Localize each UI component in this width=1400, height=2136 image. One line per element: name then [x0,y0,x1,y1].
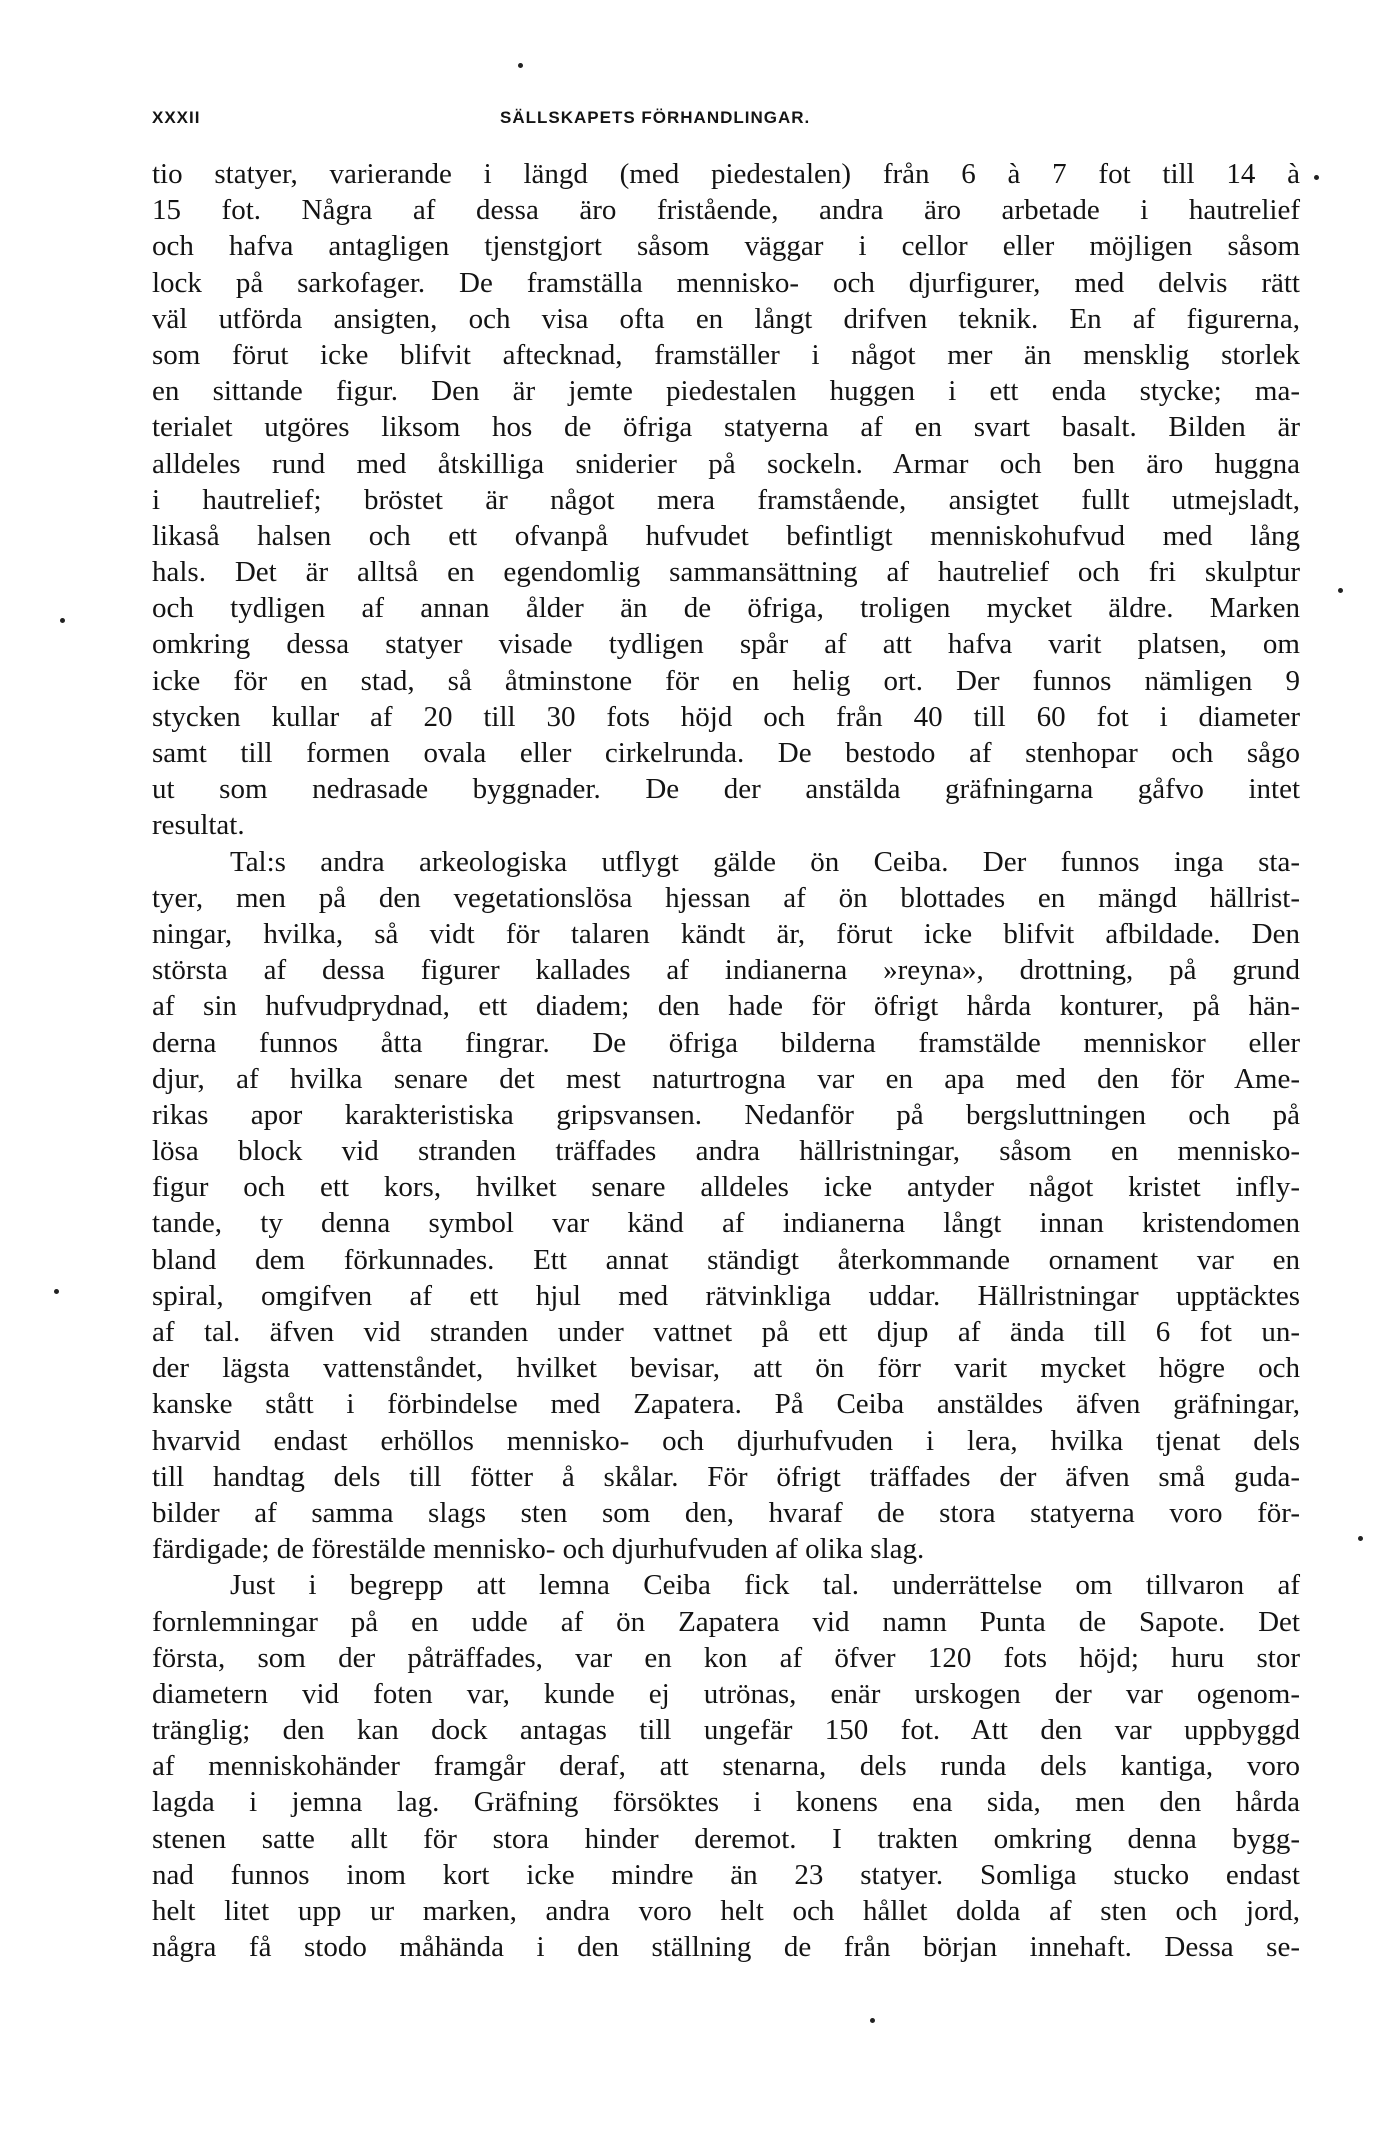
text-line: första, som der påträffades, var en kon af öfver 120 fots höjd; huru stor [152,1641,1300,1674]
text-line: icke för en stad, så åtminstone för en helig ort. Der funnos nämligen 9 [152,664,1300,697]
page-header [152,108,1300,138]
text-line: derna funnos åtta fingrar. De öfriga bilderna framstälde menniskor eller [152,1026,1300,1059]
text-line: och tydligen af annan ålder än de öfriga, troligen mycket äldre. Marken [152,592,1300,625]
scan-speck [518,63,523,68]
text-line: af menniskohänder framgår deraf, att stenarna, dels runda dels kantiga, voro [152,1750,1300,1783]
text-line: spiral, omgifven af ett hjul med rätvinkliga uddar. Hällristningar upptäcktes [152,1279,1300,1312]
text-line: diametern vid foten var, kunde ej utrönas, enär urskogen der var ogenom- [152,1677,1300,1710]
text-line: som förut icke blifvit aftecknad, framställer i något mer än mensklig storlek [152,338,1300,371]
body-text [152,156,1300,1965]
scan-speck [1358,1536,1363,1541]
text-line: 15 fot. Några af dessa äro fristående, andra äro arbetade i hautrelief [152,194,1300,227]
text-line: lösa block vid stranden träffades andra hällristningar, såsom en mennisko- [152,1135,1300,1168]
text-line: stenen satte allt för stora hinder deremot. I trakten omkring denna bygg- [152,1822,1300,1855]
text-line: omkring dessa statyer visade tydligen spår af att hafva varit platsen, om [152,628,1300,661]
text-line: tyer, men på den vegetationslösa hjessan af ön blottades en mängd hällrist- [152,881,1300,914]
scan-speck [870,2018,875,2023]
text-line: figur och ett kors, hvilket senare alldeles icke antyder något kristet infly- [152,1171,1300,1204]
text-line: ut som nedrasade byggnader. De der anstälda gräfningarna gåfvo intet [152,773,1300,806]
scan-speck [1314,175,1319,180]
text-line: rikas apor karakteristiska gripsvansen. Nedanför på bergsluttningen och på [152,1098,1300,1131]
text-line: lagda i jemna lag. Gräfning försöktes i konens ena sida, men den hårda [152,1786,1300,1819]
text-line: hvarvid endast erhöllos mennisko- och djurhufvuden i lera, hvilka tjenat dels [152,1424,1300,1457]
text-line: samt till formen ovala eller cirkelrunda. De bestodo af stenhopar och sågo [152,737,1300,769]
text-line: tio statyer, varierande i längd (med piedestalen) från 6 à 7 fot till 14 à [152,158,1300,190]
text-line: färdigade; de förestälde mennisko- och djurhufvuden af olika slag. [152,1533,925,1566]
text-line: en sittande figur. Den är jemte piedestalen huggen i ett enda stycke; ma- [152,375,1300,408]
text-line: väl utförda ansigten, och visa ofta en långt drifven teknik. En af figurerna, [152,302,1300,335]
running-title: SÄLLSKAPETS FÖRHANDLINGAR. [500,108,811,127]
text-line: i hautrelief; bröstet är något mera framstående, ansigtet fullt utmejsladt, [152,483,1300,516]
text-line: tränglig; den kan dock antagas till ungefär 150 fot. Att den var uppbyggd [152,1714,1300,1747]
text-line: af sin hufvudprydnad, ett diadem; den hade för öfrigt hårda konturer, på hän- [152,990,1300,1023]
text-line: stycken kullar af 20 till 30 fots höjd och från 40 till 60 fot i diameter [152,700,1300,733]
text-line: kanske stått i förbindelse med Zapatera. På Ceiba anstäldes äfven gräfningar, [152,1388,1300,1421]
text-line: bland dem förkunnades. Ett annat ständigt återkommande ornament var en [152,1243,1300,1276]
text-line: helt litet upp ur marken, andra voro helt och hållet dolda af sten och jord, [152,1895,1300,1927]
text-line: Just i begrepp att lemna Ceiba fick tal. underrättelse om tillvaron af [230,1569,1300,1602]
page-number: XXXII [152,108,201,127]
text-line: hals. Det är alltså en egendomlig sammansättning af hautrelief och fri skulptur [152,556,1300,589]
scan-speck [1338,588,1343,593]
text-line: terialet utgöres liksom hos de öfriga statyerna af en svart basalt. Bilden är [152,411,1300,444]
text-line: största af dessa figurer kallades af indianerna »reyna», drottning, på grund [152,954,1300,987]
text-line: och hafva antagligen tjenstgjort såsom väggar i cellor eller möjligen såsom [152,230,1300,263]
text-line: af tal. äfven vid stranden under vattnet på ett djup af ända till 6 fot un- [152,1316,1300,1348]
text-line: alldeles rund med åtskilliga sniderier på sockeln. Armar och ben äro huggna [152,447,1300,480]
scan-speck [54,1289,59,1294]
text-line: der lägsta vattenståndet, hvilket bevisar, att ön förr varit mycket högre och [152,1352,1300,1385]
text-line: några få stodo måhända i den ställning de från början innehaft. Dessa se- [152,1931,1300,1964]
text-line: likaså halsen och ett ofvanpå hufvudet befintligt menniskohufvud med lång [152,519,1300,552]
text-line: ningar, hvilka, så vidt för talaren kändt är, förut icke blifvit afbildade. Den [152,917,1300,950]
text-line: nad funnos inom kort icke mindre än 23 statyer. Somliga stucko endast [152,1858,1300,1891]
text-line: tande, ty denna symbol var känd af indianerna långt innan kristendomen [152,1207,1300,1240]
text-line: bilder af samma slags sten som den, hvaraf de stora statyerna voro för- [152,1496,1300,1529]
text-line: fornlemningar på en udde af ön Zapatera vid namn Punta de Sapote. Det [152,1605,1300,1638]
text-line: Tal:s andra arkeologiska utflygt gälde ön Ceiba. Der funnos inga sta- [230,845,1300,878]
text-line: djur, af hvilka senare det mest naturtrogna var en apa med den för Ame- [152,1062,1300,1095]
scan-speck [60,618,65,623]
text-line: till handtag dels till fötter å skålar. För öfrigt träffades der äfven små guda- [152,1460,1300,1493]
text-line: resultat. [152,809,245,842]
text-line: lock på sarkofager. De framställa mennisko- och djurfigurer, med delvis rätt [152,266,1300,299]
